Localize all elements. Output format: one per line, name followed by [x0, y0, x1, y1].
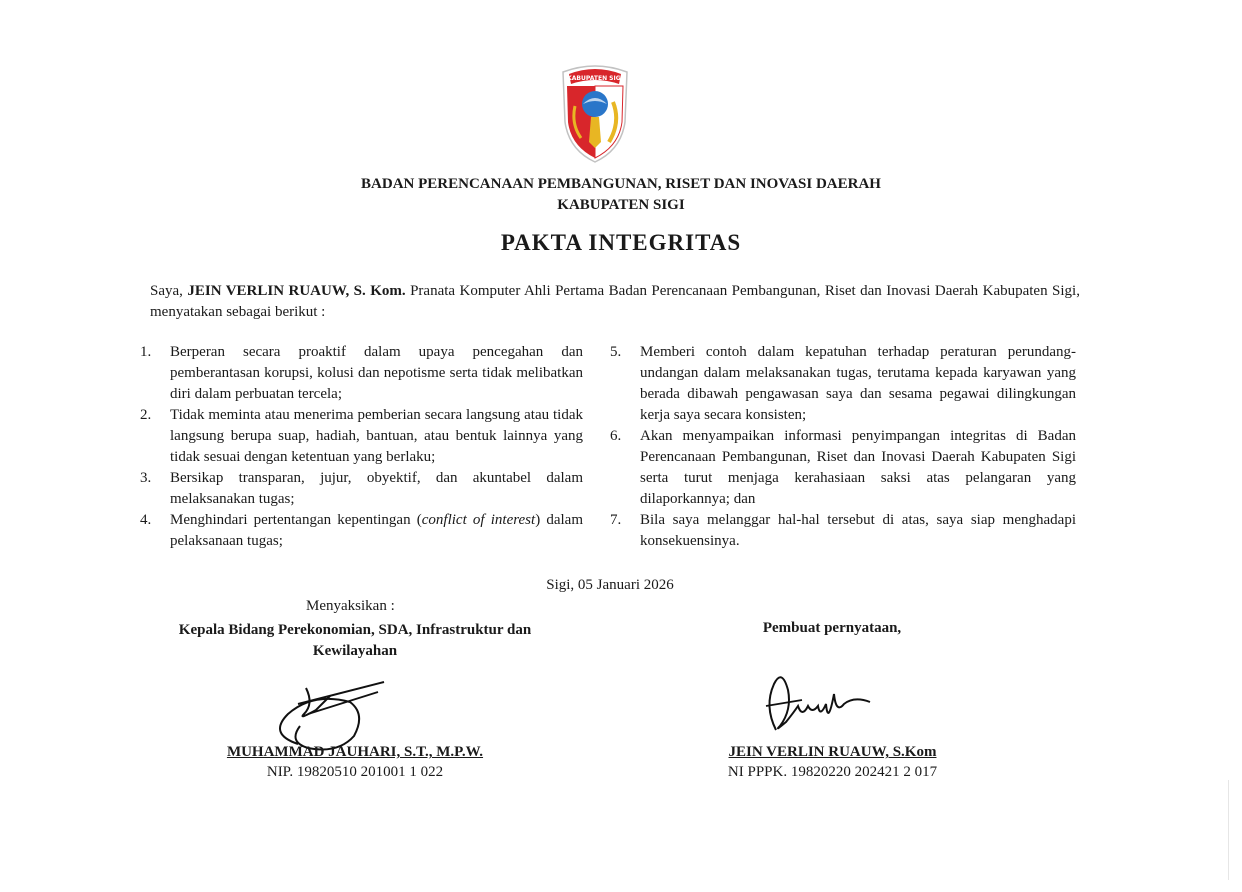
item-number: 2. — [140, 407, 152, 423]
intro-paragraph — [150, 281, 1080, 323]
statement-item-3 — [140, 468, 583, 510]
kabupaten-sigi-logo — [555, 62, 635, 166]
item-text: Bersikap transparan, jujur, obyektif, dan akuntabel dalam melaksanakan tugas; — [170, 470, 583, 507]
statement-item-7 — [610, 510, 1076, 552]
item-text: Memberi contoh dalam kepatuhan terhadap peraturan perundang-undangan dalam melaksanakan tugas, terutama kepada karyawan yang berada dibawah pengawasan saya dan sesama pegawai dilingkungan kerja saya secara konsisten; — [640, 344, 1076, 423]
scan-edge-line — [1228, 780, 1229, 880]
item4-after: ) dalam pelaksanaan tugas; — [170, 512, 583, 549]
item-number: 1. — [140, 344, 152, 360]
maker-name: JEIN VERLIN RUAUW, S.Kom — [728, 744, 937, 760]
item-number: 4. — [140, 512, 152, 528]
witness-signature — [258, 674, 398, 754]
intro-rest: Pranata Komputer Ahli Pertama Badan Perencanaan Pembangunan, Riset dan Inovasi Daerah Kabupaten Sigi, menyatakan sebagai berikut : — [150, 283, 1080, 320]
statement-item-5 — [610, 342, 1076, 426]
statement-item-4 — [140, 510, 583, 552]
intro-prefix: Saya, — [150, 283, 188, 299]
witness-position-line-2: Kewilayahan — [312, 643, 398, 659]
item4-italic: conflict of interest — [421, 512, 536, 528]
item4-before: Menghindari pertentangan kepentingan ( — [170, 512, 422, 528]
statement-item-6 — [610, 426, 1076, 510]
item-text — [170, 510, 583, 552]
witness-position — [130, 620, 580, 662]
item-number: 3. — [140, 470, 152, 486]
item-text: Akan menyampaikan informasi penyimpangan integritas di Badan Perencanaan Pembangunan, Riset dan Inovasi Daerah Kabupaten Sigi serta turut menjaga kerahasiaan saksi atas pelangaran yang dilaporkannya; dan — [640, 428, 1076, 507]
witness-name: MUHAMMAD JAUHARI, S.T., M.P.W. — [226, 744, 484, 760]
header-line-1: BADAN PERENCANAAN PEMBANGUNAN, RISET DAN INOVASI DAERAH — [361, 176, 881, 192]
intro-name: JEIN VERLIN RUAUW, S. Kom. — [187, 283, 406, 299]
statement-item-1 — [140, 342, 583, 405]
logo-emblem-text: KABUPATEN SIGI — [567, 75, 623, 82]
document-title: PAKTA INTEGRITAS — [500, 230, 742, 255]
statement-list-left — [140, 342, 583, 552]
statement-list-right — [610, 342, 1076, 552]
item-text: Berperan secara proaktif dalam upaya pencegahan dan pemberantasan korupsi, kolusi dan nepotisme serta tidak melibatkan diri dalam perbuatan tercela; — [170, 344, 583, 402]
maker-signature — [758, 666, 888, 736]
item-text: Bila saya melanggar hal-hal tersebut di atas, saya siap menghadapi konsekuensinya. — [640, 512, 1076, 549]
item-text: Tidak meminta atau menerima pemberian secara langsung atau tidak langsung berupa suap, hadiah, bantuan, atau bentuk lainnya yang tidak sesuai dengan ketentuan yang berlaku; — [170, 407, 583, 465]
item-number: 5. — [610, 344, 622, 360]
item-number: 6. — [610, 428, 622, 444]
witness-label: Menyaksikan : — [306, 598, 395, 614]
witness-position-line-1: Kepala Bidang Perekonomian, SDA, Infrastruktur dan — [178, 622, 532, 638]
document-date: Sigi, 05 Januari 2026 — [546, 577, 674, 593]
item-number: 7. — [610, 512, 622, 528]
witness-nip: NIP. 19820510 201001 1 022 — [266, 764, 444, 780]
statement-item-2 — [140, 405, 583, 468]
maker-nipppk: NI PPPK. 19820220 202421 2 017 — [727, 764, 938, 780]
header-line-2: KABUPATEN SIGI — [557, 197, 685, 213]
maker-label: Pembuat pernyataan, — [762, 620, 902, 636]
